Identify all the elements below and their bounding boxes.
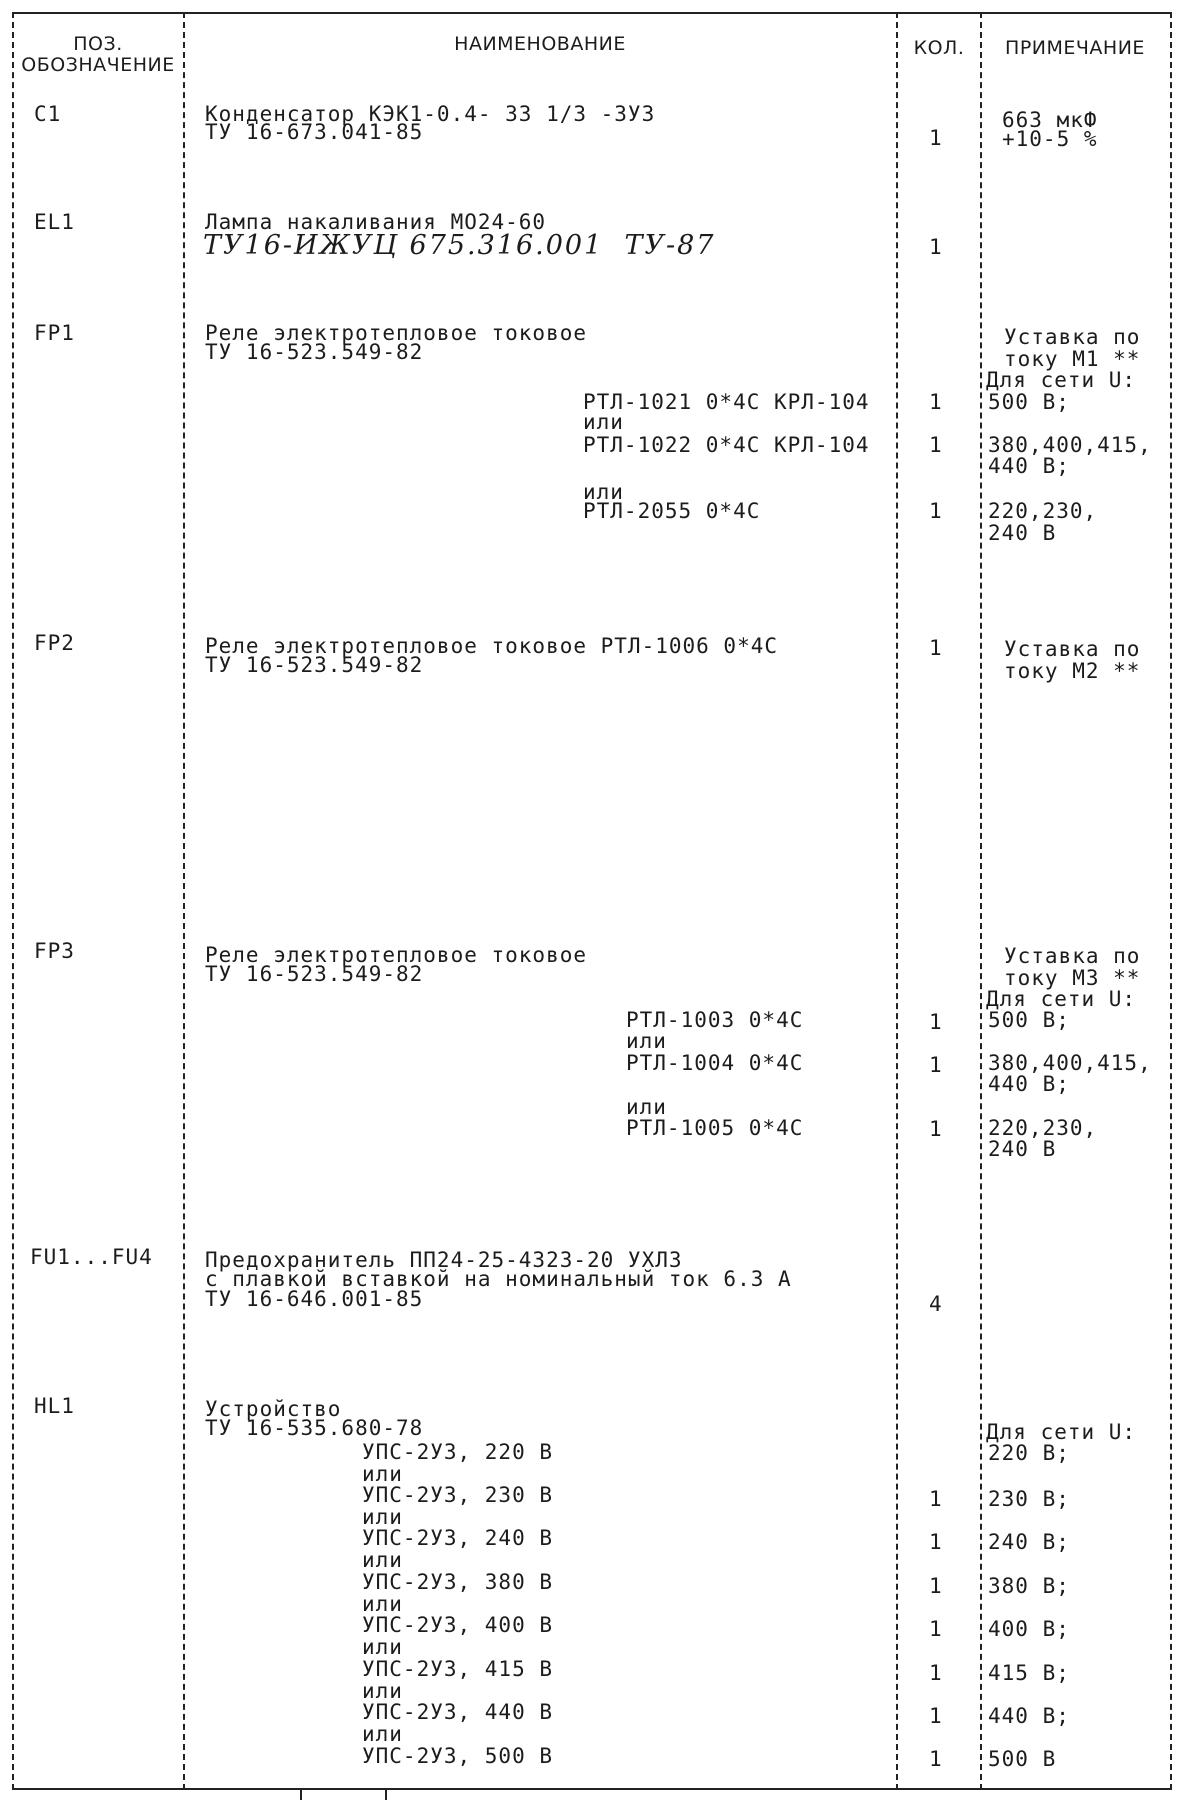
or-label: или [362,1679,403,1703]
column-divider-name [896,12,898,1790]
item-qty: 1 [929,1747,943,1771]
item-qty: 1 [929,1704,943,1728]
item-name: Устройство [205,1397,342,1421]
item-qty: 1 [929,390,943,414]
item-name: Реле электротепловое токовое РТЛ-1006 0*4С [205,634,779,658]
item-variant: УПС-2УЗ, 415 В [362,1657,554,1681]
item-name: Реле электротепловое токовое [205,321,588,345]
item-qty: 1 [929,499,943,523]
item-qty: 1 [929,1053,943,1077]
item-note: 663 мкФ [1002,108,1098,132]
item-name: Конденсатор КЭК1-0.4- 33 1/3 -3УЗ [205,102,656,126]
top-border [12,12,1172,14]
item-note: 380,400,415, [988,1051,1152,1075]
bottom-tick [300,1788,302,1800]
item-note: 500 В; [988,390,1070,414]
item-note: 240 В; [988,1530,1070,1554]
item-note: 230 В; [988,1487,1070,1511]
item-note: току М1 ** [1004,347,1141,371]
item-variant: УПС-2УЗ, 240 В [362,1526,554,1550]
item-variant: УПС-2УЗ, 220 В [362,1440,554,1464]
item-variant: УПС-2УЗ, 380 В [362,1570,554,1594]
item-qty: 1 [929,235,943,259]
item-variant: РТЛ-1004 0*4С [626,1051,804,1075]
pos-designation: C1 [34,102,62,126]
or-label: или [362,1462,403,1486]
item-qty: 1 [929,1661,943,1685]
or-label: или [362,1592,403,1616]
pos-designation: EL1 [34,210,75,234]
item-note: 380 В; [988,1574,1070,1598]
item-note: Для сети U: [986,987,1137,1011]
item-qty: 1 [929,636,943,660]
item-spec: с плавкой вставкой на номинальный ток 6.3 А [205,1267,792,1291]
left-border [12,12,14,1790]
item-note: 220 В; [988,1441,1070,1465]
item-spec: ТУ 16-523.549-82 [205,653,424,677]
header-name: НАИМЕНОВАНИЕ [454,33,626,55]
or-label: или [583,410,624,434]
pos-designation: FP3 [34,939,75,963]
item-note: Для сети U: [986,368,1137,392]
item-name: Предохранитель ПП24-25-4323-20 УХЛ3 [205,1248,683,1272]
item-note: Уставка по [1004,637,1141,661]
right-border [1170,12,1172,1790]
pos-designation: HL1 [34,1394,75,1418]
item-variant: РТЛ-2055 0*4С [583,499,761,523]
header-qty: КОЛ. [913,37,965,59]
or-label: или [583,480,624,504]
item-variant: УПС-2УЗ, 230 В [362,1483,554,1507]
item-note: току М3 ** [1004,966,1141,990]
header-pos-line1: ПОЗ. [73,33,123,55]
item-spec: ТУ 16-673.041-85 [205,120,424,144]
item-note: 500 В; [988,1008,1070,1032]
or-label: или [362,1548,403,1572]
header-note: ПРИМЕЧАНИЕ [1005,37,1145,59]
item-spec: ТУ 16-646.001-85 [205,1287,424,1311]
item-note: 440 В; [988,1704,1070,1728]
or-label: или [626,1029,667,1053]
item-name: Реле электротепловое токовое [205,943,588,967]
item-note: 240 В [988,1137,1057,1161]
header-pos [14,34,182,76]
column-divider-pos [183,12,185,1790]
item-variant: РТЛ-1005 0*4С [626,1116,804,1140]
pos-designation: FU1...FU4 [30,1245,153,1269]
or-label: или [626,1095,667,1119]
item-note: 220,230, [988,1116,1098,1140]
item-qty: 4 [929,1292,943,1316]
item-variant: УПС-2УЗ, 500 В [362,1744,554,1768]
item-qty: 1 [929,1617,943,1641]
item-qty: 1 [929,126,943,150]
or-label: или [362,1722,403,1746]
bottom-tick [385,1788,387,1800]
item-note: 400 В; [988,1617,1070,1641]
item-note: 220,230, [988,499,1098,523]
item-note: 440 В; [988,1072,1070,1096]
handwritten-spec: ТУ16-ИЖУЦ 675.316.001 ТУ-87 [203,230,716,261]
column-divider-qty [980,12,982,1790]
item-note: 380,400,415, [988,433,1152,457]
bottom-border [12,1788,1172,1790]
or-label: или [362,1505,403,1529]
item-variant: УПС-2УЗ, 400 В [362,1613,554,1637]
item-variant: РТЛ-1022 0*4С КРЛ-104 [583,433,870,457]
item-note: 500 В [988,1747,1057,1771]
item-variant: РТЛ-1021 0*4С КРЛ-104 [583,390,870,414]
pos-designation: FP2 [34,631,75,655]
item-note: 440 В; [988,454,1070,478]
item-qty: 1 [929,1574,943,1598]
item-qty: 1 [929,1530,943,1554]
item-qty: 1 [929,1010,943,1034]
item-note: току М2 ** [1004,659,1141,683]
item-note: Уставка по [1004,325,1141,349]
item-name: Лампа накаливания МО24-60 [205,210,547,234]
item-note: Для сети U: [986,1420,1137,1444]
item-note: 415 В; [988,1661,1070,1685]
item-note: +10-5 % [1002,127,1098,151]
item-variant: РТЛ-1003 0*4С [626,1008,804,1032]
item-qty: 1 [929,1117,943,1141]
item-qty: 1 [929,433,943,457]
item-qty: 1 [929,1487,943,1511]
item-variant: УПС-2УЗ, 440 В [362,1700,554,1724]
item-spec: ТУ 16-523.549-82 [205,340,424,364]
header-pos-line2: ОБОЗНАЧЕНИЕ [21,54,175,76]
item-note: Уставка по [1004,944,1141,968]
pos-designation: FP1 [34,321,75,345]
item-spec: ТУ 16-535.680-78 [205,1416,424,1440]
item-note: 240 В [988,521,1057,545]
item-spec: ТУ 16-523.549-82 [205,962,424,986]
or-label: или [362,1635,403,1659]
